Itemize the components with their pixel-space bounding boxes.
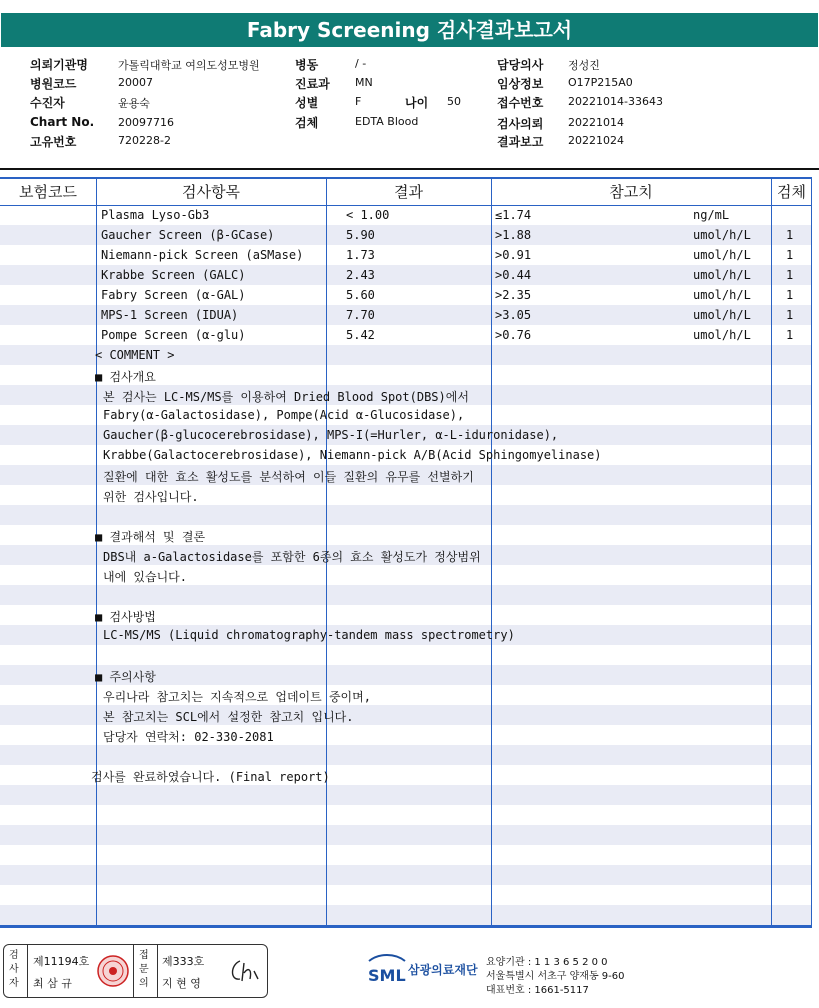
table-header (0, 177, 812, 205)
info-label: 접수번호 (497, 96, 544, 110)
info-label: 고유번호 (30, 135, 77, 149)
info-label: 나이 (405, 96, 429, 110)
reference-unit: umol/h/L (693, 288, 751, 302)
reference-unit: umol/h/L (693, 328, 751, 342)
verifier-license-no: 제333호 (162, 955, 205, 968)
column-rule (96, 177, 97, 925)
test-item: Plasma Lyso-Gb3 (101, 208, 210, 222)
test-item: Niemann-pick Screen (aSMase) (101, 248, 304, 262)
signature-icon (228, 955, 264, 987)
final-report-note: 검사를 완료하였습니다. (Final report) (91, 770, 330, 784)
test-result: 5.90 (346, 228, 375, 242)
col-header-test-item: 검사항목 (182, 183, 240, 201)
info-value: 정성진 (568, 59, 600, 72)
comment-section-heading: ■ 검사개요 (95, 370, 156, 384)
contact-address: 서울특별시 서초구 양재동 9-60 (486, 971, 625, 982)
results-table (0, 177, 812, 925)
verifier-label: 접문의 (139, 950, 149, 989)
info-label: 성별 (295, 96, 319, 110)
comment-line: Fabry(α-Galactosidase), Pompe(Acid α-Glucosidase), (103, 408, 465, 422)
comment-line: LC-MS/MS (Liquid chromatography-tandem mass spectrometry) (103, 628, 515, 642)
info-value: 20097716 (118, 116, 174, 129)
row-stripe (0, 785, 812, 805)
specimen-code: 1 (786, 308, 794, 322)
info-value: 가톨릭대학교 여의도성모병원 (118, 59, 260, 72)
org-name: 삼광의료재단 (408, 963, 478, 977)
header-separator (0, 168, 819, 170)
inspector-label: 검사자 (9, 950, 19, 989)
row-stripe (0, 505, 812, 525)
info-value: / - (355, 57, 367, 70)
specimen-code: 1 (786, 288, 794, 302)
info-label: 의뢰기관명 (30, 58, 88, 72)
comment-line: 본 참고치는 SCL에서 설정한 참고치 입니다. (103, 710, 354, 724)
inspector-license-no: 제11194호 (33, 955, 90, 968)
column-rule (491, 177, 492, 925)
info-label: 수진자 (30, 96, 65, 110)
header-rule (0, 205, 812, 206)
footer-line (0, 925, 812, 928)
row-stripe (0, 805, 812, 825)
comment-section-heading: ■ 결과해석 및 결론 (95, 530, 206, 544)
info-label: 결과보고 (497, 135, 544, 149)
info-label: 병동 (295, 58, 319, 72)
report-title: Fabry Screening 검사결과보고서 (1, 13, 818, 47)
row-stripe (0, 905, 812, 925)
info-value: MN (355, 76, 373, 89)
test-item: Pompe Screen (α-glu) (101, 328, 246, 342)
specimen-code: 1 (786, 268, 794, 282)
specimen-code: 1 (786, 248, 794, 262)
patient-info (0, 56, 819, 156)
comment-line: 본 검사는 LC-MS/MS를 이용하여 Dried Blood Spot(DBS)에서 (103, 390, 469, 404)
test-result: 1.73 (346, 248, 375, 262)
info-value: 20221014-33643 (568, 95, 663, 108)
comment-label: < COMMENT > (95, 348, 175, 362)
info-label: 담당의사 (497, 58, 544, 72)
comment-line: 위한 검사입니다. (103, 490, 199, 504)
col-header-result: 결과 (394, 183, 423, 201)
info-label: 병원코드 (30, 77, 77, 91)
test-item: MPS-1 Screen (IDUA) (101, 308, 239, 322)
comment-line: 내에 있습니다. (103, 570, 188, 584)
test-item: Fabry Screen (α-GAL) (101, 288, 246, 302)
column-rule (771, 177, 772, 925)
row-stripe (0, 865, 812, 885)
reference-range: >3.05 (495, 308, 532, 322)
info-value: 20221014 (568, 116, 624, 129)
comment-line: Krabbe(Galactocerebrosidase), Niemann-pick A/B(Acid Sphingomyelinase) (103, 448, 602, 462)
column-rule (811, 177, 812, 925)
col-header-reference: 참고치 (609, 183, 653, 201)
verifier-name: 지 현 영 (162, 977, 201, 990)
info-value: 윤용숙 (118, 97, 150, 110)
col-header-insurance-code: 보험코드 (19, 183, 77, 201)
info-label: 검체 (295, 116, 319, 130)
info-label: 검사의뢰 (497, 117, 544, 131)
test-result: 5.60 (346, 288, 375, 302)
contact-phone: 대표번호 : 1661-5117 (486, 985, 589, 996)
comment-line: 담당자 연락처: 02-330-2081 (103, 730, 274, 744)
signature-box (3, 944, 268, 998)
info-value: 720228-2 (118, 134, 171, 147)
reference-unit: ng/mL (693, 208, 730, 222)
info-label: Chart No. (30, 115, 95, 129)
comment-line: DBS내 a-Galactosidase를 포함한 6종의 효소 활성도가 정상범위 (103, 550, 481, 564)
info-value: O17P215A0 (568, 76, 633, 89)
reference-range: >0.91 (495, 248, 532, 262)
reference-unit: umol/h/L (693, 228, 751, 242)
comment-line: 우리나라 참고치는 지속적으로 업데이트 중이며, (103, 690, 371, 704)
col-header-specimen: 검체 (777, 183, 806, 201)
comment-section-heading: ■ 주의사항 (95, 670, 156, 684)
test-result: 7.70 (346, 308, 375, 322)
reference-range: >2.35 (495, 288, 532, 302)
info-label: 임상정보 (497, 77, 544, 91)
info-value: 20007 (118, 76, 153, 89)
inspector-name: 최 삼 규 (33, 977, 72, 990)
reference-range: >1.88 (495, 228, 532, 242)
info-value: 50 (447, 95, 461, 108)
sml-logo-text: SML (368, 966, 406, 985)
specimen-code: 1 (786, 228, 794, 242)
test-item: Krabbe Screen (GALC) (101, 268, 246, 282)
header-rule (0, 177, 812, 179)
reference-unit: umol/h/L (693, 308, 751, 322)
sml-logo-icon (367, 953, 407, 987)
specimen-code: 1 (786, 328, 794, 342)
contact-code: 요양기관 : 1 1 3 6 5 2 0 0 (486, 957, 608, 968)
info-value: EDTA Blood (355, 115, 419, 128)
reference-range: >0.76 (495, 328, 532, 342)
seal-icon (97, 955, 129, 987)
row-stripe (0, 645, 812, 665)
row-stripe (0, 845, 812, 865)
info-value: F (355, 95, 362, 108)
row-stripe (0, 825, 812, 845)
reference-range: >0.44 (495, 268, 532, 282)
reference-unit: umol/h/L (693, 248, 751, 262)
comment-line: 질환에 대한 효소 활성도를 분석하여 이들 질환의 유무를 선별하기 (103, 470, 474, 484)
test-result: 5.42 (346, 328, 375, 342)
reference-unit: umol/h/L (693, 268, 751, 282)
reference-range: ≤1.74 (495, 208, 532, 222)
row-stripe (0, 885, 812, 905)
test-item: Gaucher Screen (β-GCase) (101, 228, 275, 242)
info-label: 진료과 (295, 77, 330, 91)
row-stripe (0, 745, 812, 765)
info-value: 20221024 (568, 134, 624, 147)
row-stripe (0, 585, 812, 605)
comment-line: Gaucher(β-glucocerebrosidase), MPS-I(=Hurler, α-L-iduronidase), (103, 428, 559, 442)
test-result: < 1.00 (346, 208, 390, 222)
comment-section-heading: ■ 검사방법 (95, 610, 156, 624)
test-result: 2.43 (346, 268, 375, 282)
